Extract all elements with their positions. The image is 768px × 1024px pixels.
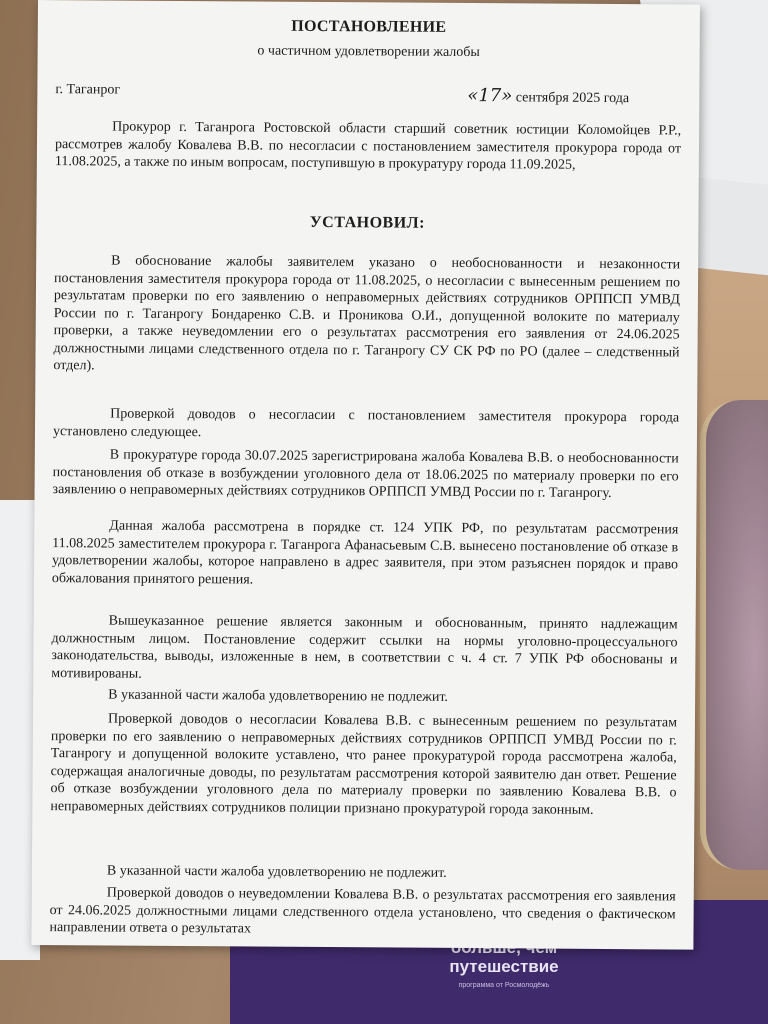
paragraph-7: Проверкой доводов о несогласии Ковалева В.В. с вынесенным решением по результатам проверки по его заявлению о неправомерных действиях сотрудников ОРППСП УМВД России по г. Таганрогу и допущенной волоките уставлено, что ранее прокуратурой города рассмотрена жалоба, содержащая аналогичные доводы, по результатам рассмотрения которой заявителю дан ответ. Решение об отказе возбуждении уголовного дела по материалу проверки по заявлению Ковалева В.В. о неправомерных действиях сотрудников полиции признано прокуратурой города законным. (50, 711, 678, 818)
paragraph-1: В обоснование жалобы заявителем указано о необоснованности и незаконности постановления заместителя прокурора города от 11.08.2025, о несогласии с вынесенным решением по результатам проверки по его заявлению о неправомерных действиях сотрудников ОРППСП УМВД России по г. Таганрогу Бондаренко С.В. и Проникова О.И., допущенной волоките по материалу проверки, а также неуведомлении его о результатах рассмотрения его заявления от 24.06.2025 должностными лицами следственного отдела по г. Таганрогу СУ СК РФ по РО (далее – следственный отдел). (53, 253, 681, 374)
date-month-year: сентября 2025 года (515, 90, 630, 107)
paragraph-6: В указанной части жалоба удовлетворению не подлежит. (108, 687, 448, 705)
document-page (31, 0, 700, 950)
document-subtitle: о частичном удовлетворении жалобы (257, 43, 480, 61)
paragraph-4: Данная жалоба рассмотрена в порядке ст. 124 УПК РФ, по результатам рассмотрения 11.08.2025 заместителем прокурора г. Таганрога Афанасьевым С.В. вынесено постановление об отказе в удовлетворении жалобы, которое направлено в адрес заявителя, при этом разъяснен порядок и право обжалования принятого решения. (51, 518, 679, 588)
folder-slogan: путешествие (449, 957, 559, 976)
paragraph-3: В прокуратуре города 30.07.2025 зарегистрирована жалоба Ковалева В.В. о необоснованности постановления об отказе в возбуждении уголовного дела от 18.06.2025 по материалу проверки по его заявлению о неправомерных действиях сотрудников ОРППСП УМВД России по г. Таганрогу. (52, 447, 679, 502)
sunglasses (700, 400, 768, 870)
section-heading: УСТАНОВИЛ: (309, 213, 425, 232)
paragraph-5: Вышеуказанное решение является законным и обоснованным, принято надлежащим должностным лицом. Постановление содержит ссылки на нормы уголовно-процессуального законодательства, выводы, изложенные в нем, в соответствии с ч. 4 ст. 7 УПК РФ обоснованы и мотивированы. (51, 613, 678, 682)
document-date (467, 85, 629, 107)
document-title: ПОСТАНОВЛЕНИЕ (291, 17, 447, 36)
intro-paragraph: Прокурор г. Таганрога Ростовской области старший советник юстиции Коломойцев Р.Р., рассмотрев жалобу Ковалева В.В. по несогласии с постановлением заместителя прокурора города от 11.08.2025, а также по иным вопросам, поступившую в прокуратуру города 11.09.2025, (54, 119, 682, 173)
folder-subtext: программа от Росмолодёжь (458, 982, 550, 989)
document-city: г. Таганрог (55, 82, 121, 98)
date-day: «17» (467, 84, 513, 107)
paragraph-8: В указанной части жалоба удовлетворению не подлежит. (106, 863, 447, 881)
paragraph-9: Проверкой доводов о неуведомлении Ковалева В.В. о результатах рассмотрения его заявления от 24.06.2025 должностными лицами следственного отдела установлено, что сведения о фактическом направлении ответа о результатах (49, 885, 676, 937)
paragraph-2: Проверкой доводов о несогласии с постановлением заместителя прокурора города установлено следующее. (52, 406, 680, 440)
